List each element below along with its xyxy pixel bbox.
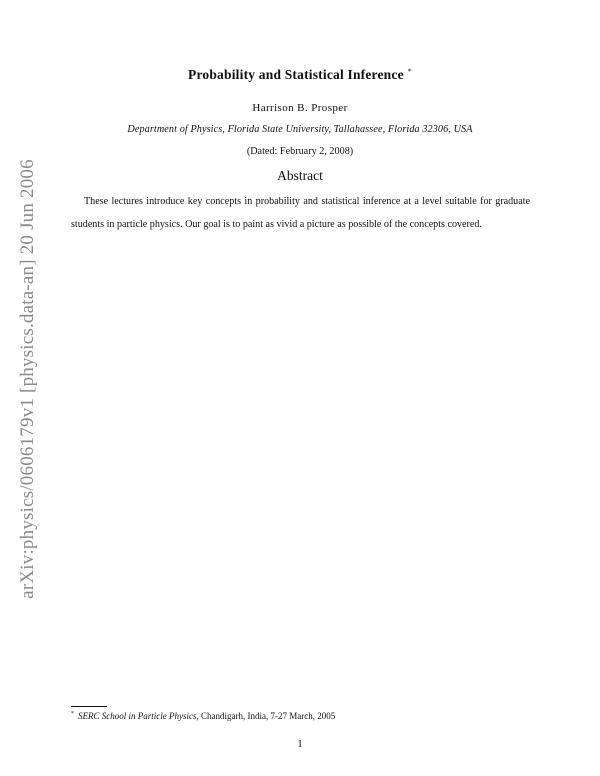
author-affiliation: Department of Physics, Florida State University, Tallahassee, Florida 32306, USA: [127, 124, 473, 135]
paper-title-text: Probability and Statistical Inference: [188, 67, 404, 82]
abstract-text: These lectures introduce key concepts in probability and statistical inference at a level suitable for graduate students in particle physics. Our goal is to paint as vivid a picture as possible of the concepts covered.: [71, 196, 530, 230]
footnote-location: Chandigarh, India, 7-27 March, 2005: [200, 711, 336, 721]
dated-line: (Dated: February 2, 2008): [246, 146, 354, 157]
footnote-mark: *: [71, 711, 74, 717]
footnote-event: SERC School in Particle Physics,: [78, 711, 199, 721]
footnote-rule: [71, 706, 107, 707]
arxiv-identifier-stamp: arXiv:physics/0606179v1 [physics.data-an] 20 Jun 2006: [17, 159, 38, 599]
title-footnote-mark: *: [407, 67, 412, 76]
footnote: [71, 711, 335, 721]
author-name: Harrison B. Prosper: [252, 102, 348, 114]
abstract-heading: Abstract: [277, 168, 323, 183]
paper-title: [0, 67, 600, 83]
page-number: 1: [297, 738, 303, 750]
